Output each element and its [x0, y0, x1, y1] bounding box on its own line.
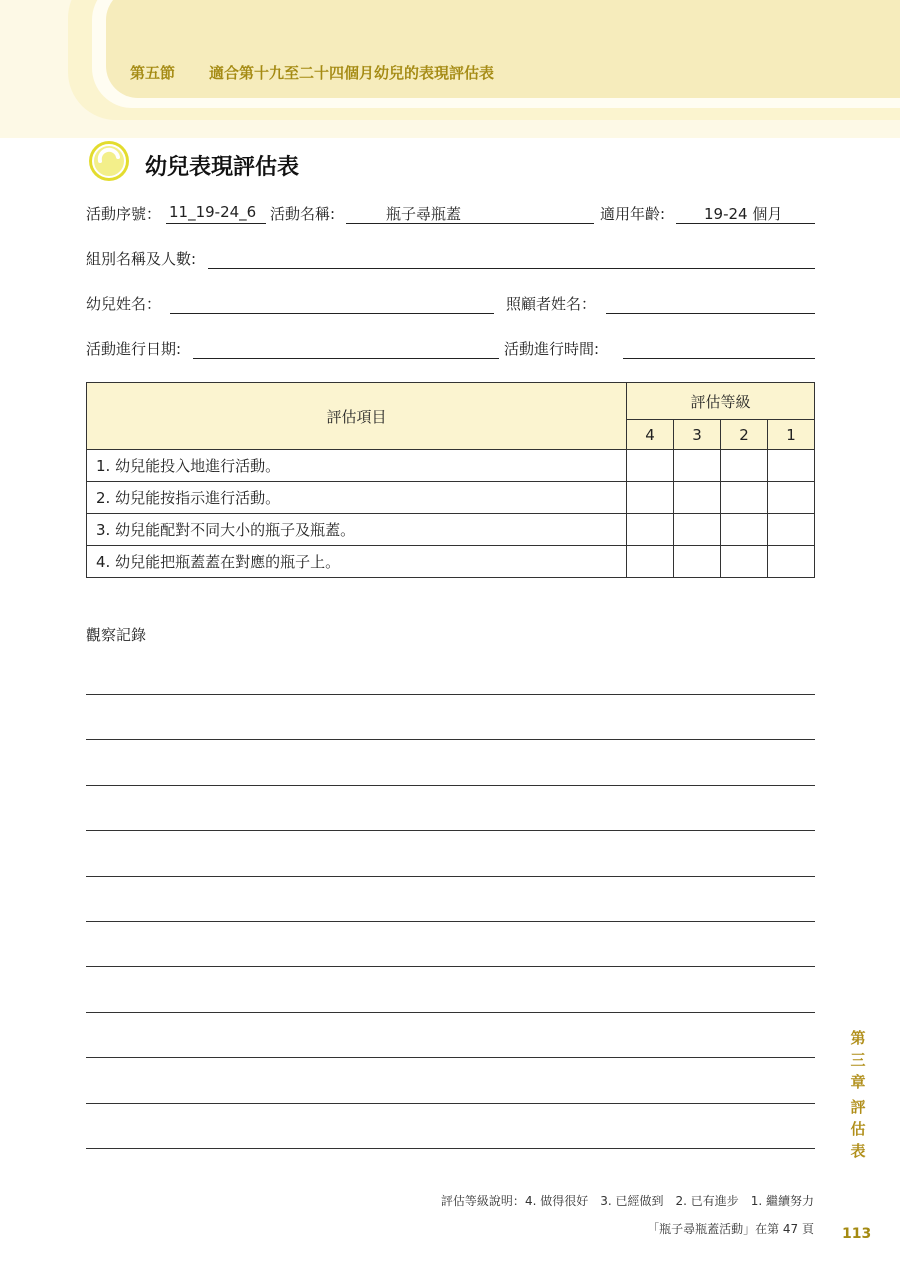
level-1: 1 — [768, 420, 815, 450]
legend-item: 2. 已有進步 — [675, 1194, 739, 1208]
score-cell[interactable] — [674, 482, 721, 514]
date-label: 活動進行日期: — [86, 340, 182, 358]
activity-name-value: 瓶子尋瓶蓋 — [386, 205, 462, 223]
score-cell[interactable] — [674, 514, 721, 546]
item-text: 4. 幼兒能把瓶蓋蓋在對應的瓶子上。 — [87, 546, 627, 578]
activity-no-field[interactable] — [166, 223, 266, 224]
side-tab-name: 評估表 — [850, 1098, 866, 1160]
section-number: 第五節 — [130, 64, 176, 82]
form-row-datetime — [86, 338, 815, 364]
score-cell[interactable] — [721, 514, 768, 546]
carer-name-field[interactable] — [606, 313, 815, 314]
activity-no-label: 活動序號： — [86, 205, 162, 223]
item-header: 評估項目 — [87, 383, 627, 450]
time-label: 活動進行時間: — [504, 340, 600, 358]
group-label: 組別名稱及人數: — [86, 250, 197, 268]
form-row-group — [86, 248, 815, 274]
activity-reference: 「瓶子尋瓶蓋活動」在第 47 頁 — [647, 1222, 814, 1236]
observation-line[interactable] — [86, 739, 815, 740]
score-cell[interactable] — [627, 450, 674, 482]
score-cell[interactable] — [768, 450, 815, 482]
legend-item: 1. 繼續努力 — [750, 1194, 814, 1208]
level-2: 2 — [721, 420, 768, 450]
activity-name-label: 活動名稱: — [270, 205, 336, 223]
grade-legend — [441, 1192, 814, 1209]
form-row-activity — [86, 203, 815, 229]
score-cell[interactable] — [674, 450, 721, 482]
observation-line[interactable] — [86, 1148, 815, 1149]
time-field[interactable] — [623, 358, 815, 359]
score-cell[interactable] — [674, 546, 721, 578]
legend-item: 3. 已經做到 — [600, 1194, 664, 1208]
level-4: 4 — [627, 420, 674, 450]
table-header-row — [87, 383, 815, 420]
observation-line[interactable] — [86, 785, 815, 786]
item-text: 3. 幼兒能配對不同大小的瓶子及瓶蓋。 — [87, 514, 627, 546]
observation-line[interactable] — [86, 694, 815, 695]
side-tab-chapter: 第三章 — [850, 1029, 866, 1091]
score-cell[interactable] — [627, 514, 674, 546]
level-header: 評估等級 — [627, 383, 815, 420]
legend-label: 評估等級說明： — [440, 1194, 525, 1208]
bullet-circle-icon — [88, 140, 130, 182]
item-text: 1. 幼兒能投入地進行活動。 — [87, 450, 627, 482]
observation-label: 觀察記錄 — [86, 626, 147, 644]
group-field[interactable] — [208, 268, 815, 269]
activity-name-field[interactable] — [346, 223, 594, 224]
child-name-field[interactable] — [170, 313, 494, 314]
age-value: 19-24 個月 — [704, 205, 783, 223]
score-cell[interactable] — [721, 482, 768, 514]
item-text: 2. 幼兒能按指示進行活動。 — [87, 482, 627, 514]
score-cell[interactable] — [721, 546, 768, 578]
section-header — [130, 62, 494, 83]
activity-no-value: 11_19-24_6 — [169, 203, 257, 221]
observation-line[interactable] — [86, 921, 815, 922]
observation-line[interactable] — [86, 1012, 815, 1013]
score-cell[interactable] — [627, 482, 674, 514]
observation-line[interactable] — [86, 1103, 815, 1104]
observation-line[interactable] — [86, 830, 815, 831]
score-cell[interactable] — [721, 450, 768, 482]
page-title: 幼兒表現評估表 — [145, 155, 300, 180]
score-cell[interactable] — [627, 546, 674, 578]
table-row — [87, 514, 815, 546]
child-name-label: 幼兒姓名： — [86, 295, 162, 313]
score-cell[interactable] — [768, 546, 815, 578]
observation-line[interactable] — [86, 876, 815, 877]
section-title: 適合第十九至二十四個月幼兒的表現評估表 — [209, 64, 495, 82]
table-row — [87, 482, 815, 514]
legend-item: 4. 做得很好 — [524, 1194, 589, 1208]
observation-line[interactable] — [86, 966, 815, 967]
form-row-names — [86, 293, 815, 319]
score-cell[interactable] — [768, 514, 815, 546]
date-field[interactable] — [193, 358, 499, 359]
page-number: 113 — [842, 1226, 872, 1242]
carer-name-label: 照顧者姓名： — [506, 295, 597, 313]
table-row — [87, 450, 815, 482]
evaluation-table — [86, 382, 815, 578]
observation-line[interactable] — [86, 1057, 815, 1058]
header-frame-inner — [106, 0, 900, 98]
table-row — [87, 546, 815, 578]
level-3: 3 — [674, 420, 721, 450]
age-label: 適用年齡: — [600, 205, 666, 223]
score-cell[interactable] — [768, 482, 815, 514]
